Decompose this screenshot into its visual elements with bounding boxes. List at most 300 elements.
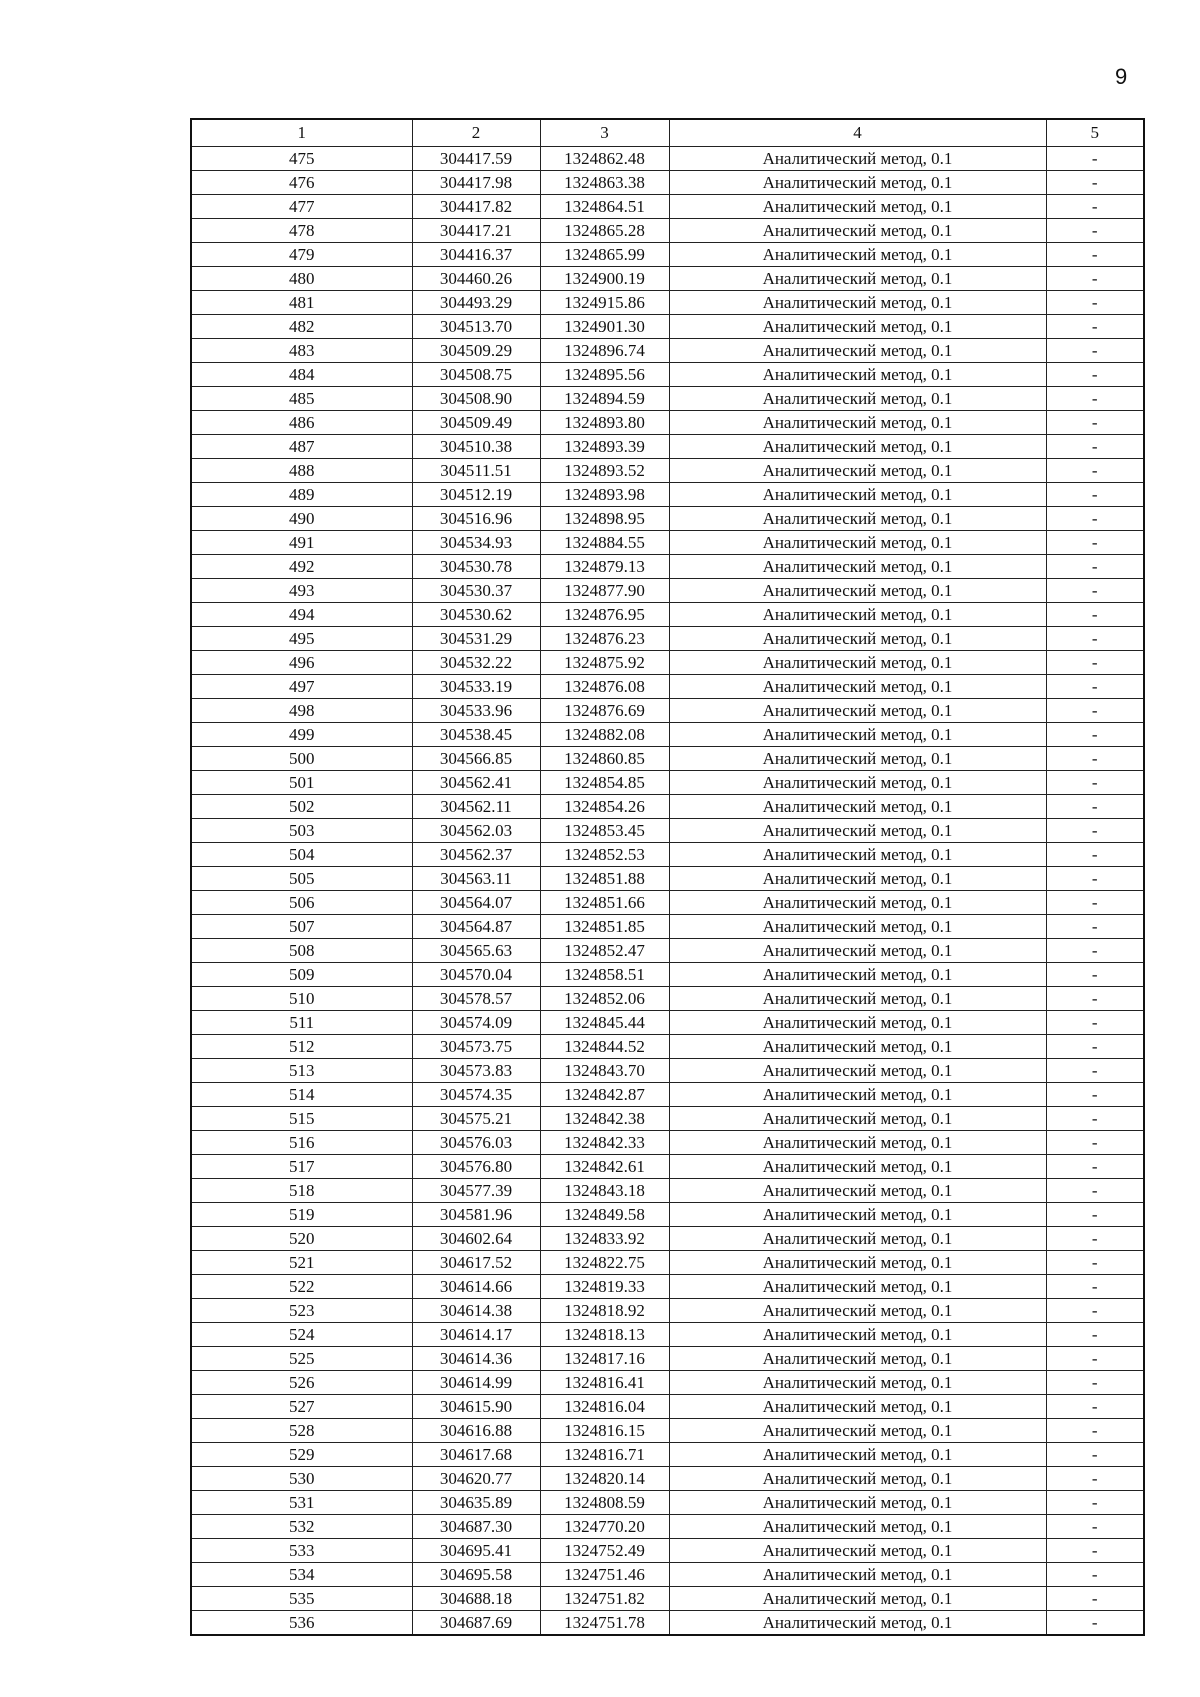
method-accuracy-cell: Аналитический метод, 0.1 — [669, 1587, 1046, 1611]
point-number-cell: 475 — [191, 147, 412, 171]
method-accuracy-cell: Аналитический метод, 0.1 — [669, 1563, 1046, 1587]
method-accuracy-cell: Аналитический метод, 0.1 — [669, 315, 1046, 339]
header-cell-2: 2 — [412, 119, 540, 147]
table-header — [191, 119, 1144, 147]
note-cell: - — [1046, 747, 1144, 771]
table-row — [191, 1059, 1144, 1083]
y-coordinate-cell: 1324852.53 — [540, 843, 669, 867]
note-cell: - — [1046, 1515, 1144, 1539]
method-accuracy-cell: Аналитический метод, 0.1 — [669, 1419, 1046, 1443]
point-number-cell: 493 — [191, 579, 412, 603]
point-number-cell: 534 — [191, 1563, 412, 1587]
method-accuracy-cell: Аналитический метод, 0.1 — [669, 1299, 1046, 1323]
note-cell: - — [1046, 987, 1144, 1011]
point-number-cell: 482 — [191, 315, 412, 339]
x-coordinate-cell: 304581.96 — [412, 1203, 540, 1227]
note-cell: - — [1046, 483, 1144, 507]
note-cell: - — [1046, 1107, 1144, 1131]
x-coordinate-cell: 304460.26 — [412, 267, 540, 291]
point-number-cell: 503 — [191, 819, 412, 843]
method-accuracy-cell: Аналитический метод, 0.1 — [669, 1011, 1046, 1035]
method-accuracy-cell: Аналитический метод, 0.1 — [669, 1179, 1046, 1203]
x-coordinate-cell: 304573.75 — [412, 1035, 540, 1059]
y-coordinate-cell: 1324877.90 — [540, 579, 669, 603]
y-coordinate-cell: 1324751.78 — [540, 1611, 669, 1636]
table-row — [191, 1011, 1144, 1035]
page-number: 9 — [1115, 64, 1128, 89]
note-cell: - — [1046, 1179, 1144, 1203]
table-row — [191, 795, 1144, 819]
header-cell-1: 1 — [191, 119, 412, 147]
method-accuracy-cell: Аналитический метод, 0.1 — [669, 1539, 1046, 1563]
method-accuracy-cell: Аналитический метод, 0.1 — [669, 891, 1046, 915]
note-cell: - — [1046, 243, 1144, 267]
note-cell: - — [1046, 843, 1144, 867]
table-row — [191, 363, 1144, 387]
note-cell: - — [1046, 147, 1144, 171]
point-number-cell: 497 — [191, 675, 412, 699]
table-row — [191, 1131, 1144, 1155]
method-accuracy-cell: Аналитический метод, 0.1 — [669, 1611, 1046, 1636]
y-coordinate-cell: 1324808.59 — [540, 1491, 669, 1515]
table-row — [191, 1203, 1144, 1227]
x-coordinate-cell: 304617.68 — [412, 1443, 540, 1467]
x-coordinate-cell: 304516.96 — [412, 507, 540, 531]
point-number-cell: 480 — [191, 267, 412, 291]
y-coordinate-cell: 1324833.92 — [540, 1227, 669, 1251]
point-number-cell: 527 — [191, 1395, 412, 1419]
point-number-cell: 510 — [191, 987, 412, 1011]
x-coordinate-cell: 304616.88 — [412, 1419, 540, 1443]
y-coordinate-cell: 1324860.85 — [540, 747, 669, 771]
method-accuracy-cell: Аналитический метод, 0.1 — [669, 483, 1046, 507]
y-coordinate-cell: 1324842.87 — [540, 1083, 669, 1107]
y-coordinate-cell: 1324851.85 — [540, 915, 669, 939]
method-accuracy-cell: Аналитический метод, 0.1 — [669, 795, 1046, 819]
y-coordinate-cell: 1324862.48 — [540, 147, 669, 171]
x-coordinate-cell: 304512.19 — [412, 483, 540, 507]
method-accuracy-cell: Аналитический метод, 0.1 — [669, 171, 1046, 195]
point-number-cell: 504 — [191, 843, 412, 867]
point-number-cell: 484 — [191, 363, 412, 387]
note-cell: - — [1046, 603, 1144, 627]
table-row — [191, 771, 1144, 795]
table-row — [191, 747, 1144, 771]
y-coordinate-cell: 1324884.55 — [540, 531, 669, 555]
note-cell: - — [1046, 219, 1144, 243]
y-coordinate-cell: 1324852.47 — [540, 939, 669, 963]
table-row — [191, 171, 1144, 195]
method-accuracy-cell: Аналитический метод, 0.1 — [669, 531, 1046, 555]
point-number-cell: 528 — [191, 1419, 412, 1443]
table-row — [191, 843, 1144, 867]
x-coordinate-cell: 304570.04 — [412, 963, 540, 987]
point-number-cell: 532 — [191, 1515, 412, 1539]
y-coordinate-cell: 1324817.16 — [540, 1347, 669, 1371]
note-cell: - — [1046, 723, 1144, 747]
point-number-cell: 477 — [191, 195, 412, 219]
table-row — [191, 1395, 1144, 1419]
note-cell: - — [1046, 1611, 1144, 1636]
point-number-cell: 486 — [191, 411, 412, 435]
x-coordinate-cell: 304530.37 — [412, 579, 540, 603]
x-coordinate-cell: 304573.83 — [412, 1059, 540, 1083]
method-accuracy-cell: Аналитический метод, 0.1 — [669, 1443, 1046, 1467]
note-cell: - — [1046, 531, 1144, 555]
x-coordinate-cell: 304531.29 — [412, 627, 540, 651]
y-coordinate-cell: 1324822.75 — [540, 1251, 669, 1275]
table-row — [191, 651, 1144, 675]
y-coordinate-cell: 1324865.28 — [540, 219, 669, 243]
table-row — [191, 195, 1144, 219]
y-coordinate-cell: 1324851.88 — [540, 867, 669, 891]
y-coordinate-cell: 1324816.15 — [540, 1419, 669, 1443]
point-number-cell: 520 — [191, 1227, 412, 1251]
note-cell: - — [1046, 1011, 1144, 1035]
x-coordinate-cell: 304695.58 — [412, 1563, 540, 1587]
y-coordinate-cell: 1324893.98 — [540, 483, 669, 507]
table-row — [191, 579, 1144, 603]
method-accuracy-cell: Аналитический метод, 0.1 — [669, 1323, 1046, 1347]
table-row — [191, 459, 1144, 483]
note-cell: - — [1046, 1323, 1144, 1347]
note-cell: - — [1046, 507, 1144, 531]
table-row — [191, 1539, 1144, 1563]
method-accuracy-cell: Аналитический метод, 0.1 — [669, 843, 1046, 867]
point-number-cell: 491 — [191, 531, 412, 555]
y-coordinate-cell: 1324879.13 — [540, 555, 669, 579]
x-coordinate-cell: 304574.35 — [412, 1083, 540, 1107]
note-cell: - — [1046, 555, 1144, 579]
note-cell: - — [1046, 939, 1144, 963]
point-number-cell: 531 — [191, 1491, 412, 1515]
note-cell: - — [1046, 1227, 1144, 1251]
y-coordinate-cell: 1324849.58 — [540, 1203, 669, 1227]
x-coordinate-cell: 304508.90 — [412, 387, 540, 411]
table-row — [191, 1515, 1144, 1539]
x-coordinate-cell: 304511.51 — [412, 459, 540, 483]
table-row — [191, 891, 1144, 915]
y-coordinate-cell: 1324853.45 — [540, 819, 669, 843]
y-coordinate-cell: 1324852.06 — [540, 987, 669, 1011]
method-accuracy-cell: Аналитический метод, 0.1 — [669, 1251, 1046, 1275]
x-coordinate-cell: 304578.57 — [412, 987, 540, 1011]
method-accuracy-cell: Аналитический метод, 0.1 — [669, 195, 1046, 219]
table-row — [191, 1299, 1144, 1323]
table-row — [191, 939, 1144, 963]
method-accuracy-cell: Аналитический метод, 0.1 — [669, 387, 1046, 411]
point-number-cell: 511 — [191, 1011, 412, 1035]
point-number-cell: 488 — [191, 459, 412, 483]
y-coordinate-cell: 1324895.56 — [540, 363, 669, 387]
point-number-cell: 525 — [191, 1347, 412, 1371]
method-accuracy-cell: Аналитический метод, 0.1 — [669, 963, 1046, 987]
y-coordinate-cell: 1324858.51 — [540, 963, 669, 987]
y-coordinate-cell: 1324893.39 — [540, 435, 669, 459]
note-cell: - — [1046, 291, 1144, 315]
table-row — [191, 507, 1144, 531]
point-number-cell: 519 — [191, 1203, 412, 1227]
x-coordinate-cell: 304688.18 — [412, 1587, 540, 1611]
header-cell-5: 5 — [1046, 119, 1144, 147]
point-number-cell: 490 — [191, 507, 412, 531]
point-number-cell: 521 — [191, 1251, 412, 1275]
note-cell: - — [1046, 627, 1144, 651]
point-number-cell: 517 — [191, 1155, 412, 1179]
method-accuracy-cell: Аналитический метод, 0.1 — [669, 147, 1046, 171]
y-coordinate-cell: 1324816.04 — [540, 1395, 669, 1419]
point-number-cell: 492 — [191, 555, 412, 579]
x-coordinate-cell: 304509.49 — [412, 411, 540, 435]
point-number-cell: 529 — [191, 1443, 412, 1467]
method-accuracy-cell: Аналитический метод, 0.1 — [669, 339, 1046, 363]
point-number-cell: 483 — [191, 339, 412, 363]
y-coordinate-cell: 1324864.51 — [540, 195, 669, 219]
table-row — [191, 1323, 1144, 1347]
note-cell: - — [1046, 1443, 1144, 1467]
y-coordinate-cell: 1324898.95 — [540, 507, 669, 531]
point-number-cell: 506 — [191, 891, 412, 915]
note-cell: - — [1046, 1371, 1144, 1395]
note-cell: - — [1046, 171, 1144, 195]
x-coordinate-cell: 304614.36 — [412, 1347, 540, 1371]
note-cell: - — [1046, 411, 1144, 435]
point-number-cell: 535 — [191, 1587, 412, 1611]
y-coordinate-cell: 1324876.95 — [540, 603, 669, 627]
note-cell: - — [1046, 267, 1144, 291]
x-coordinate-cell: 304576.03 — [412, 1131, 540, 1155]
x-coordinate-cell: 304615.90 — [412, 1395, 540, 1419]
table-row — [191, 435, 1144, 459]
x-coordinate-cell: 304566.85 — [412, 747, 540, 771]
table-row — [191, 1371, 1144, 1395]
note-cell: - — [1046, 1395, 1144, 1419]
method-accuracy-cell: Аналитический метод, 0.1 — [669, 1059, 1046, 1083]
y-coordinate-cell: 1324816.71 — [540, 1443, 669, 1467]
point-number-cell: 487 — [191, 435, 412, 459]
table-row — [191, 531, 1144, 555]
point-number-cell: 489 — [191, 483, 412, 507]
method-accuracy-cell: Аналитический метод, 0.1 — [669, 579, 1046, 603]
x-coordinate-cell: 304563.11 — [412, 867, 540, 891]
x-coordinate-cell: 304564.07 — [412, 891, 540, 915]
point-number-cell: 502 — [191, 795, 412, 819]
note-cell: - — [1046, 1203, 1144, 1227]
y-coordinate-cell: 1324842.38 — [540, 1107, 669, 1131]
method-accuracy-cell: Аналитический метод, 0.1 — [669, 555, 1046, 579]
header-cell-4: 4 — [669, 119, 1046, 147]
x-coordinate-cell: 304576.80 — [412, 1155, 540, 1179]
method-accuracy-cell: Аналитический метод, 0.1 — [669, 1035, 1046, 1059]
note-cell: - — [1046, 675, 1144, 699]
method-accuracy-cell: Аналитический метод, 0.1 — [669, 1371, 1046, 1395]
y-coordinate-cell: 1324843.70 — [540, 1059, 669, 1083]
method-accuracy-cell: Аналитический метод, 0.1 — [669, 1467, 1046, 1491]
point-number-cell: 500 — [191, 747, 412, 771]
method-accuracy-cell: Аналитический метод, 0.1 — [669, 1131, 1046, 1155]
point-number-cell: 522 — [191, 1275, 412, 1299]
method-accuracy-cell: Аналитический метод, 0.1 — [669, 291, 1046, 315]
y-coordinate-cell: 1324876.08 — [540, 675, 669, 699]
table-row — [191, 1275, 1144, 1299]
x-coordinate-cell: 304562.37 — [412, 843, 540, 867]
table-row — [191, 699, 1144, 723]
table-row — [191, 387, 1144, 411]
x-coordinate-cell: 304635.89 — [412, 1491, 540, 1515]
x-coordinate-cell: 304493.29 — [412, 291, 540, 315]
method-accuracy-cell: Аналитический метод, 0.1 — [669, 675, 1046, 699]
table-row — [191, 819, 1144, 843]
note-cell: - — [1046, 1539, 1144, 1563]
table-row — [191, 603, 1144, 627]
y-coordinate-cell: 1324820.14 — [540, 1467, 669, 1491]
point-number-cell: 509 — [191, 963, 412, 987]
table-row — [191, 1035, 1144, 1059]
x-coordinate-cell: 304562.41 — [412, 771, 540, 795]
table-row — [191, 1563, 1144, 1587]
method-accuracy-cell: Аналитический метод, 0.1 — [669, 1203, 1046, 1227]
point-number-cell: 512 — [191, 1035, 412, 1059]
note-cell: - — [1046, 1035, 1144, 1059]
note-cell: - — [1046, 339, 1144, 363]
method-accuracy-cell: Аналитический метод, 0.1 — [669, 987, 1046, 1011]
y-coordinate-cell: 1324882.08 — [540, 723, 669, 747]
note-cell: - — [1046, 1419, 1144, 1443]
point-number-cell: 505 — [191, 867, 412, 891]
note-cell: - — [1046, 915, 1144, 939]
table-row — [191, 1347, 1144, 1371]
x-coordinate-cell: 304577.39 — [412, 1179, 540, 1203]
y-coordinate-cell: 1324894.59 — [540, 387, 669, 411]
table-body — [191, 147, 1144, 1636]
method-accuracy-cell: Аналитический метод, 0.1 — [669, 1227, 1046, 1251]
y-coordinate-cell: 1324901.30 — [540, 315, 669, 339]
x-coordinate-cell: 304533.96 — [412, 699, 540, 723]
method-accuracy-cell: Аналитический метод, 0.1 — [669, 1491, 1046, 1515]
x-coordinate-cell: 304533.19 — [412, 675, 540, 699]
x-coordinate-cell: 304417.82 — [412, 195, 540, 219]
table-row — [191, 675, 1144, 699]
header-row — [191, 119, 1144, 147]
note-cell: - — [1046, 459, 1144, 483]
table-row — [191, 963, 1144, 987]
table-row — [191, 1107, 1144, 1131]
note-cell: - — [1046, 1059, 1144, 1083]
y-coordinate-cell: 1324863.38 — [540, 171, 669, 195]
method-accuracy-cell: Аналитический метод, 0.1 — [669, 219, 1046, 243]
point-number-cell: 508 — [191, 939, 412, 963]
note-cell: - — [1046, 819, 1144, 843]
note-cell: - — [1046, 1491, 1144, 1515]
note-cell: - — [1046, 963, 1144, 987]
note-cell: - — [1046, 891, 1144, 915]
method-accuracy-cell: Аналитический метод, 0.1 — [669, 915, 1046, 939]
point-number-cell: 524 — [191, 1323, 412, 1347]
method-accuracy-cell: Аналитический метод, 0.1 — [669, 867, 1046, 891]
y-coordinate-cell: 1324816.41 — [540, 1371, 669, 1395]
note-cell: - — [1046, 1299, 1144, 1323]
y-coordinate-cell: 1324893.52 — [540, 459, 669, 483]
method-accuracy-cell: Аналитический метод, 0.1 — [669, 603, 1046, 627]
method-accuracy-cell: Аналитический метод, 0.1 — [669, 747, 1046, 771]
method-accuracy-cell: Аналитический метод, 0.1 — [669, 1275, 1046, 1299]
table-row — [191, 1587, 1144, 1611]
y-coordinate-cell: 1324844.52 — [540, 1035, 669, 1059]
point-number-cell: 481 — [191, 291, 412, 315]
point-number-cell: 514 — [191, 1083, 412, 1107]
x-coordinate-cell: 304508.75 — [412, 363, 540, 387]
method-accuracy-cell: Аналитический метод, 0.1 — [669, 1395, 1046, 1419]
table-row — [191, 1443, 1144, 1467]
method-accuracy-cell: Аналитический метод, 0.1 — [669, 411, 1046, 435]
table-row — [191, 291, 1144, 315]
method-accuracy-cell: Аналитический метод, 0.1 — [669, 1515, 1046, 1539]
table-row — [191, 915, 1144, 939]
x-coordinate-cell: 304620.77 — [412, 1467, 540, 1491]
x-coordinate-cell: 304417.21 — [412, 219, 540, 243]
method-accuracy-cell: Аналитический метод, 0.1 — [669, 243, 1046, 267]
x-coordinate-cell: 304530.62 — [412, 603, 540, 627]
y-coordinate-cell: 1324915.86 — [540, 291, 669, 315]
point-number-cell: 533 — [191, 1539, 412, 1563]
method-accuracy-cell: Аналитический метод, 0.1 — [669, 651, 1046, 675]
y-coordinate-cell: 1324896.74 — [540, 339, 669, 363]
point-number-cell: 476 — [191, 171, 412, 195]
y-coordinate-cell: 1324818.92 — [540, 1299, 669, 1323]
point-number-cell: 523 — [191, 1299, 412, 1323]
y-coordinate-cell: 1324770.20 — [540, 1515, 669, 1539]
x-coordinate-cell: 304564.87 — [412, 915, 540, 939]
note-cell: - — [1046, 1251, 1144, 1275]
method-accuracy-cell: Аналитический метод, 0.1 — [669, 939, 1046, 963]
note-cell: - — [1046, 363, 1144, 387]
point-number-cell: 496 — [191, 651, 412, 675]
table-row — [191, 339, 1144, 363]
y-coordinate-cell: 1324865.99 — [540, 243, 669, 267]
x-coordinate-cell: 304602.64 — [412, 1227, 540, 1251]
point-number-cell: 513 — [191, 1059, 412, 1083]
point-number-cell: 507 — [191, 915, 412, 939]
x-coordinate-cell: 304417.98 — [412, 171, 540, 195]
note-cell: - — [1046, 1083, 1144, 1107]
x-coordinate-cell: 304562.03 — [412, 819, 540, 843]
y-coordinate-cell: 1324751.82 — [540, 1587, 669, 1611]
y-coordinate-cell: 1324751.46 — [540, 1563, 669, 1587]
table-row — [191, 1227, 1144, 1251]
x-coordinate-cell: 304534.93 — [412, 531, 540, 555]
y-coordinate-cell: 1324818.13 — [540, 1323, 669, 1347]
x-coordinate-cell: 304687.69 — [412, 1611, 540, 1636]
note-cell: - — [1046, 771, 1144, 795]
point-number-cell: 526 — [191, 1371, 412, 1395]
note-cell: - — [1046, 1131, 1144, 1155]
table-row — [191, 1491, 1144, 1515]
table-row — [191, 315, 1144, 339]
table-row — [191, 1467, 1144, 1491]
point-number-cell: 515 — [191, 1107, 412, 1131]
note-cell: - — [1046, 315, 1144, 339]
header-cell-3: 3 — [540, 119, 669, 147]
x-coordinate-cell: 304510.38 — [412, 435, 540, 459]
note-cell: - — [1046, 387, 1144, 411]
y-coordinate-cell: 1324819.33 — [540, 1275, 669, 1299]
point-number-cell: 478 — [191, 219, 412, 243]
method-accuracy-cell: Аналитический метод, 0.1 — [669, 363, 1046, 387]
y-coordinate-cell: 1324893.80 — [540, 411, 669, 435]
point-number-cell: 499 — [191, 723, 412, 747]
x-coordinate-cell: 304614.99 — [412, 1371, 540, 1395]
method-accuracy-cell: Аналитический метод, 0.1 — [669, 1347, 1046, 1371]
